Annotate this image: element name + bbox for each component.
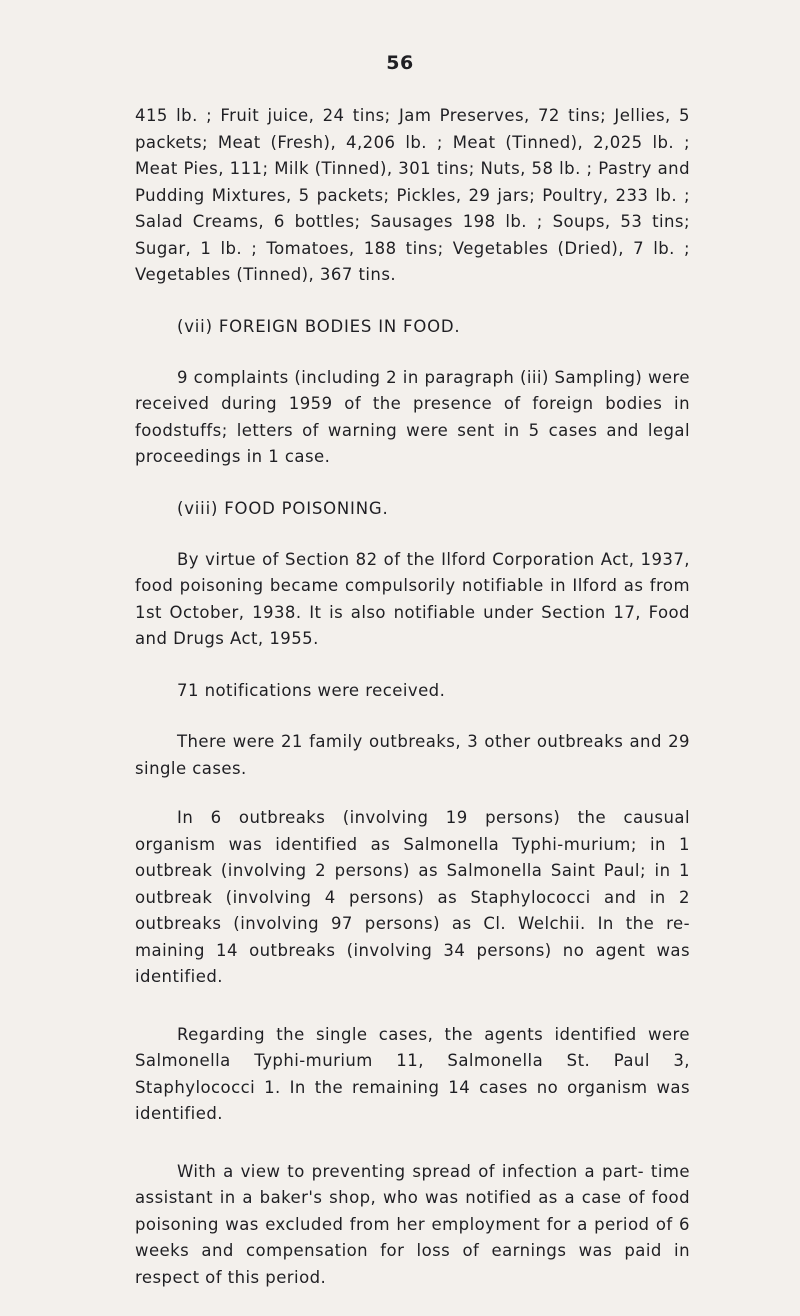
heading-food-poisoning: (viii) FOOD POISONING. [177,498,389,518]
paragraph-outbreak-organisms: In 6 outbreaks (involving 19 persons) the causual organism was identified as Salmonella Typhi-murium; in 1 outbreak (involving 2 persons) as Salmonella Saint Paul; in 1 outbreak (involving 4 persons) as Staphylococci and in 2 outbreaks (involving 97 persons) as Cl. Welchii. In the re- maining 14 outbreaks (involving 34 persons) no agent was identified. [135,808,690,986]
page-number: 56 [386,52,414,74]
heading-foreign-bodies: (vii) FOREIGN BODIES IN FOOD. [177,316,461,336]
paragraph-notifications-count: 71 notifications were received. [177,680,446,700]
page-content [135,103,690,1291]
paragraph-foreign-bodies: 9 complaints (including 2 in paragraph (iii) Sampling) were received during 1959 of the presence of foreign bodies in foodstuffs; letters of warning were sent in 5 cases and legal proceedings in 1 case. [135,367,690,466]
paragraph-notifiable: By virtue of Section 82 of the Ilford Corporation Act, 1937, food poisoning became compulsorily notifiable in Ilford as from 1st October, 1938. It is also notifiable under Section 17, Food and Drugs Act, 1955. [135,549,690,648]
paragraph-food-list-continuation: 415 lb. ; Fruit juice, 24 tins; Jam Preserves, 72 tins; Jellies, 5 packets; Meat (Fresh), 4,206 lb. ; Meat (Tinned), 2,025 lb. ; Meat Pies, 111; Milk (Tinned), 301 tins; Nuts, 58 lb. ; Pastry and Pudding Mixtures, 5 packets; Pickles, 29 jars; Poultry, 233 lb. ; Salad Creams, 6 bottles; Sausages 198 lb. ; Soups, 53 tins; Sugar, 1 lb. ; Tomatoes, 188 tins; Vegetables (Dried), 7 lb. ; Vegetables (Tinned), 367 tins. [135,106,690,284]
paragraph-outbreak-summary: There were 21 family outbreaks, 3 other outbreaks and 29 single cases. [135,732,690,778]
paragraph-single-cases: Regarding the single cases, the agents identified were Salmonella Typhi-murium 11, Salmonella St. Paul 3, Staphylococci 1. In the remaining 14 cases no organism was identified. [135,1024,690,1123]
paragraph-exclusion: With a view to preventing spread of infection a part- time assistant in a baker's shop, who was notified as a case of food poisoning was excluded from her employment for a period of 6 weeks and compensation for loss of earnings was paid in respect of this period. [135,1161,690,1287]
